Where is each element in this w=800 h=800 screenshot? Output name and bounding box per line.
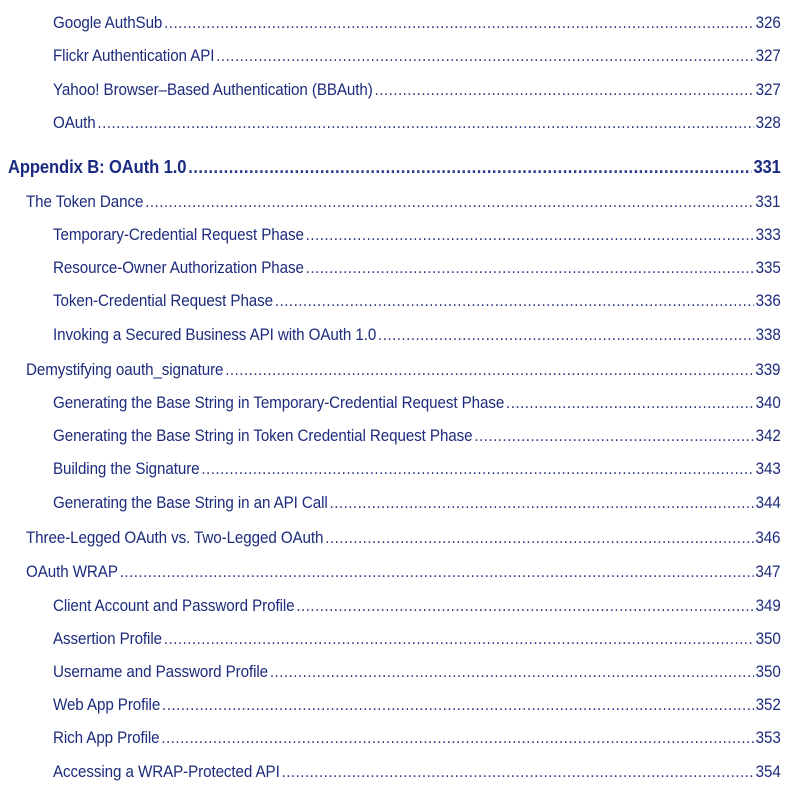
toc-leader-dots <box>378 326 754 345</box>
toc-entry-title: Generating the Base String in an API Call <box>53 494 328 512</box>
toc-leader-dots <box>506 394 754 413</box>
toc-leader-dots <box>325 529 753 548</box>
toc-entry-assertion-profile[interactable] <box>53 630 781 649</box>
toc-page-number: 350 <box>755 630 781 648</box>
toc-entry-title: Yahoo! Browser–Based Authentication (BBAuth) <box>53 81 373 99</box>
toc-entry-oauth[interactable] <box>53 114 781 133</box>
toc-page-number: 344 <box>755 494 781 512</box>
toc-entry-oauth-wrap[interactable] <box>26 563 780 582</box>
toc-entry-title: Google AuthSub <box>53 14 163 32</box>
toc-page-number: 342 <box>755 427 781 445</box>
toc-page-number: 338 <box>755 326 781 344</box>
toc-leader-dots <box>306 226 754 245</box>
toc-entry-invoking-secured-business-api[interactable] <box>53 326 781 345</box>
toc-entry-yahoo-bbauth[interactable] <box>53 81 781 100</box>
toc-chapter-title: Appendix B: OAuth 1.0 <box>8 157 187 177</box>
toc-page-number: 352 <box>755 696 781 714</box>
toc-entry-title: Username and Password Profile <box>53 663 269 681</box>
toc-leader-dots <box>282 763 754 782</box>
toc-entry-three-legged-vs-two-legged[interactable] <box>26 529 780 548</box>
toc-entry-username-password-profile[interactable] <box>53 663 781 682</box>
toc-entry-token-dance[interactable] <box>26 193 780 212</box>
toc-entry-title: Generating the Base String in Token Credential Request Phase <box>53 427 473 445</box>
toc-entry-title: Resource-Owner Authorization Phase <box>53 259 304 277</box>
toc-entry-title: Temporary-Credential Request Phase <box>53 226 304 244</box>
toc-page-number: 354 <box>755 763 781 781</box>
toc-page-number: 335 <box>755 259 781 277</box>
toc-entry-web-app-profile[interactable] <box>53 696 781 715</box>
toc-entry-title: Accessing a WRAP-Protected API <box>53 763 280 781</box>
toc-leader-dots <box>120 563 754 582</box>
toc-page-number: 331 <box>753 157 781 177</box>
toc-entry-title: Web App Profile <box>53 696 161 714</box>
toc-entry-title: OAuth <box>53 114 96 132</box>
toc-entry-title: Assertion Profile <box>53 630 162 648</box>
toc-entry-title: Demystifying oauth_signature <box>26 361 224 379</box>
toc-chapter-appendix-b[interactable] <box>8 157 781 178</box>
toc-leader-dots <box>330 494 754 513</box>
toc-entry-title: Rich App Profile <box>53 729 160 747</box>
toc-leader-dots <box>296 597 753 616</box>
toc-entry-title: Flickr Authentication API <box>53 47 215 65</box>
toc-leader-dots <box>97 114 753 133</box>
toc-leader-dots <box>275 292 754 311</box>
toc-entry-title: The Token Dance <box>26 193 144 211</box>
toc-page-number: 340 <box>755 394 781 412</box>
toc-page-number: 326 <box>755 14 781 32</box>
toc-page-number: 347 <box>755 563 781 581</box>
toc-entry-temporary-credential-request-phase[interactable] <box>53 226 781 245</box>
toc-entry-resource-owner-authorization-phase[interactable] <box>53 259 781 278</box>
toc-entry-base-string-temporary-credential[interactable] <box>53 394 781 413</box>
toc-page-number: 336 <box>755 292 781 310</box>
toc-page-number: 328 <box>755 114 781 132</box>
toc-page-number: 350 <box>755 663 781 681</box>
toc-leader-dots <box>145 193 753 212</box>
toc-page-number: 349 <box>755 597 781 615</box>
toc-page-number: 333 <box>755 226 781 244</box>
toc-leader-dots <box>161 729 753 748</box>
toc-entry-title: OAuth WRAP <box>26 563 118 581</box>
toc-leader-dots <box>188 157 751 178</box>
toc-entry-accessing-wrap-protected-api[interactable] <box>53 763 781 782</box>
toc-entry-title: Building the Signature <box>53 460 200 478</box>
toc-leader-dots <box>162 696 754 715</box>
toc-entry-title: Three-Legged OAuth vs. Two-Legged OAuth <box>26 529 324 547</box>
toc-leader-dots <box>225 361 753 380</box>
toc-entry-building-the-signature[interactable] <box>53 460 781 479</box>
toc-entry-base-string-api-call[interactable] <box>53 494 781 513</box>
toc-entry-title: Token-Credential Request Phase <box>53 292 274 310</box>
toc-leader-dots <box>474 427 753 446</box>
toc-entry-demystifying-oauth-signature[interactable] <box>26 361 780 380</box>
toc-page-number: 346 <box>755 529 781 547</box>
toc-entry-title: Invoking a Secured Business API with OAuth 1.0 <box>53 326 377 344</box>
toc-leader-dots <box>375 81 754 100</box>
toc-leader-dots <box>216 47 754 66</box>
toc-entry-base-string-token-credential[interactable] <box>53 427 781 446</box>
toc-page-number: 353 <box>755 729 781 747</box>
toc-entry-title: Client Account and Password Profile <box>53 597 295 615</box>
toc-page-number: 331 <box>755 193 781 211</box>
toc-leader-dots <box>164 630 754 649</box>
toc-page-number: 343 <box>755 460 781 478</box>
toc-entry-google-authsub[interactable] <box>53 14 781 33</box>
toc-page-number: 327 <box>755 47 781 65</box>
toc-entry-client-account-password-profile[interactable] <box>53 597 781 616</box>
toc-leader-dots <box>270 663 754 682</box>
toc-entry-token-credential-request-phase[interactable] <box>53 292 781 311</box>
toc-entry-rich-app-profile[interactable] <box>53 729 781 748</box>
toc-leader-dots <box>164 14 754 33</box>
toc-leader-dots <box>201 460 753 479</box>
toc-entry-flickr-authentication-api[interactable] <box>53 47 781 66</box>
toc-page-number: 327 <box>755 81 781 99</box>
toc-page-number: 339 <box>755 361 781 379</box>
toc-leader-dots <box>306 259 754 278</box>
toc-entry-title: Generating the Base String in Temporary-Credential Request Phase <box>53 394 505 412</box>
